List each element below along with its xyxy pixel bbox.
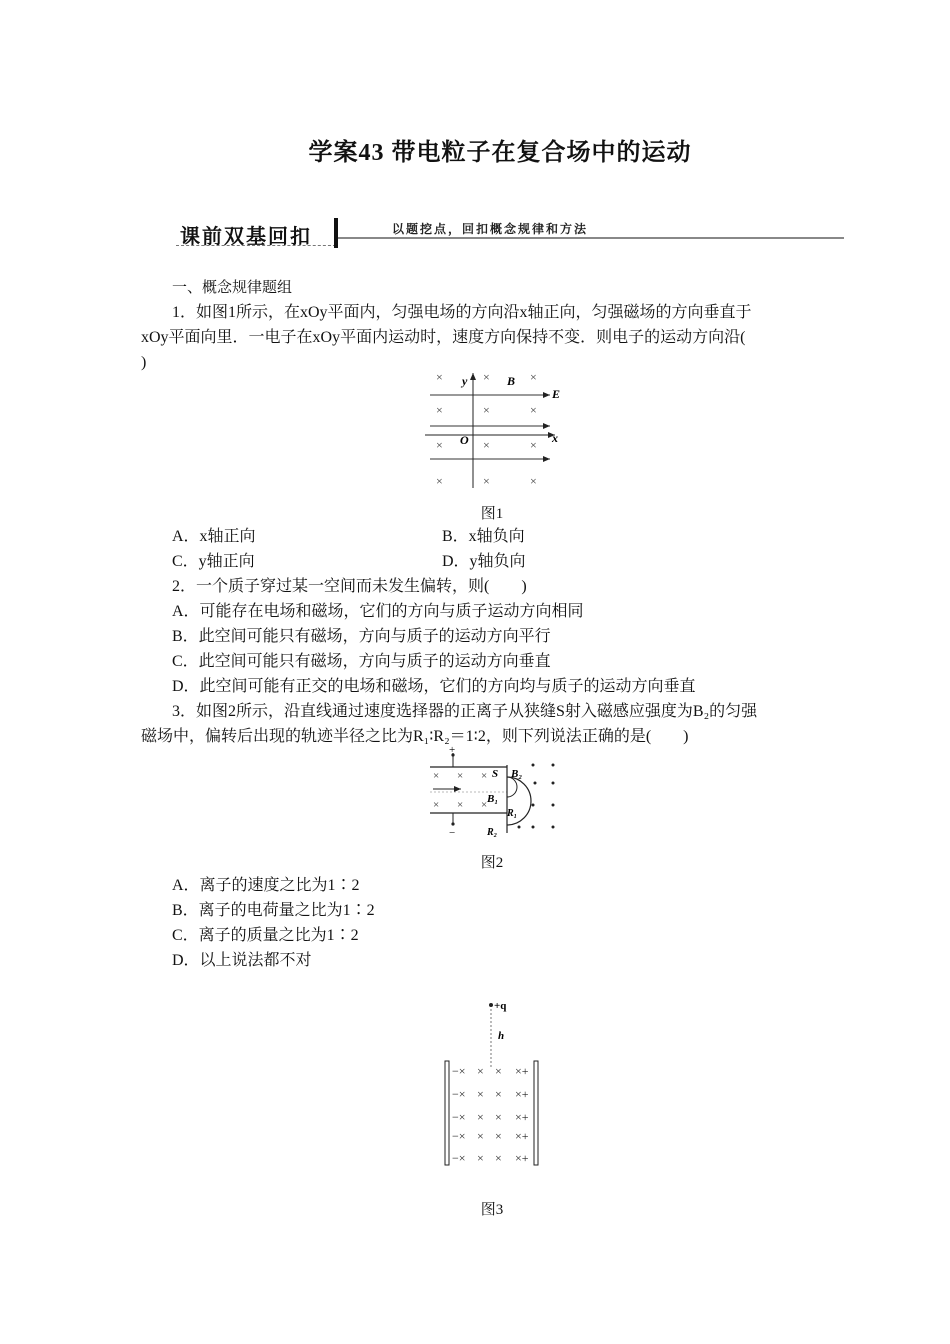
banner-rule	[338, 237, 844, 239]
fig2-plus-label: +	[449, 745, 456, 756]
svg-text:×: ×	[530, 370, 537, 384]
svg-text:×: ×	[457, 770, 464, 782]
banner-underline	[176, 245, 336, 247]
svg-text:×: ×	[477, 1087, 484, 1101]
figure-1	[420, 368, 570, 493]
section-banner	[172, 214, 844, 254]
svg-text:×: ×	[495, 1151, 502, 1165]
q1-option-d[interactable]: D．y轴负向	[442, 553, 526, 570]
figure-1-caption: 图1	[480, 506, 504, 522]
fig2-b2-label: B₂	[511, 768, 523, 780]
charge-dot	[489, 1003, 493, 1007]
svg-text:−×: −×	[452, 1087, 466, 1101]
svg-text:×: ×	[477, 1129, 484, 1143]
banner-divider	[334, 218, 338, 248]
figure-3-caption: 图3	[480, 1202, 504, 1218]
figure-3	[440, 995, 545, 1167]
svg-text:×: ×	[436, 370, 443, 384]
fig3-q-label: +q	[494, 1000, 507, 1012]
svg-text:×+: ×+	[515, 1110, 529, 1124]
q1-line1: 1．如图1所示，在xOy平面内，匀强电场的方向沿x轴正向，匀强磁场的方向垂直于	[172, 304, 752, 321]
banner-left-label: 课前双基回扣	[180, 224, 312, 248]
svg-text:×+: ×+	[515, 1087, 529, 1101]
section-heading: 一、概念规律题组	[172, 278, 293, 296]
svg-text:×: ×	[481, 770, 488, 782]
left-plate	[445, 1061, 449, 1165]
q1-line3: )	[141, 354, 147, 371]
right-plate	[534, 1061, 538, 1165]
svg-text:×+: ×+	[515, 1151, 529, 1165]
svg-text:×: ×	[436, 438, 443, 452]
q2-stem: 2．一个质子穿过某一空间而未发生偏转，则( )	[172, 578, 527, 595]
svg-text:×+: ×+	[515, 1129, 529, 1143]
svg-text:−×: −×	[452, 1129, 466, 1143]
q1-line2: xOy平面向里．一电子在xOy平面内运动时，速度方向保持不变．则电子的运动方向沿(	[141, 329, 746, 346]
svg-text:×: ×	[530, 403, 537, 417]
figure-2	[425, 745, 565, 837]
svg-text:×: ×	[495, 1129, 502, 1143]
q3-option-d[interactable]: D．以上说法都不对	[172, 952, 312, 969]
fig2-b1-label: B₁	[487, 793, 499, 805]
svg-text:×: ×	[477, 1110, 484, 1124]
svg-text:×: ×	[483, 403, 490, 417]
fig1-y-label: y	[462, 374, 468, 388]
fig1-o-label: O	[460, 433, 469, 447]
fig3-h-label: h	[498, 1030, 505, 1042]
fig2-r1-label: R₁	[507, 808, 518, 819]
svg-text:×: ×	[483, 474, 490, 488]
q3-option-b[interactable]: B．离子的电荷量之比为1∶2	[172, 902, 375, 919]
page-title: 学案43 带电粒子在复合场中的运动	[308, 140, 692, 166]
q1-option-c[interactable]: C．y轴正向	[172, 553, 255, 570]
svg-text:×: ×	[481, 799, 488, 811]
svg-text:×: ×	[530, 438, 537, 452]
svg-text:×: ×	[436, 474, 443, 488]
svg-text:×: ×	[433, 799, 440, 811]
svg-text:×: ×	[483, 438, 490, 452]
q2-option-a[interactable]: A．可能存在电场和磁场，它们的方向与质子运动方向相同	[172, 603, 584, 620]
svg-text:×: ×	[495, 1087, 502, 1101]
fig2-minus-label: −	[449, 827, 456, 837]
figure-2-caption: 图2	[480, 855, 504, 871]
svg-text:×: ×	[433, 770, 440, 782]
fig1-b-label: B	[507, 374, 516, 388]
q3-option-a[interactable]: A．离子的速度之比为1∶2	[172, 877, 360, 894]
svg-text:×: ×	[530, 474, 537, 488]
q3-line2: 磁场中，偏转后出现的轨迹半径之比为R₁∶R₂＝1∶2，则下列说法正确的是( )	[141, 728, 689, 745]
fig1-e-label: E	[552, 387, 561, 401]
q3-option-c[interactable]: C．离子的质量之比为1∶2	[172, 927, 359, 944]
svg-text:×: ×	[495, 1110, 502, 1124]
fig2-r2-label: R₂	[487, 827, 498, 837]
q3-line1: 3．如图2所示，沿直线通过速度选择器的正离子从狭缝S射入磁感应强度为B₂的匀强	[172, 703, 758, 720]
svg-text:×: ×	[495, 1064, 502, 1078]
svg-text:×: ×	[477, 1064, 484, 1078]
q2-option-b[interactable]: B．此空间可能只有磁场，方向与质子的运动方向平行	[172, 628, 551, 645]
svg-text:−×: −×	[452, 1064, 466, 1078]
svg-text:×: ×	[483, 370, 490, 384]
svg-text:−×: −×	[452, 1151, 466, 1165]
q1-option-b[interactable]: B．x轴负向	[442, 528, 525, 545]
svg-text:×: ×	[436, 403, 443, 417]
fig1-x-label: x	[552, 431, 558, 445]
q2-option-d[interactable]: D．此空间可能有正交的电场和磁场，它们的方向均与质子的运动方向垂直	[172, 678, 696, 695]
magnetic-field-crosses	[436, 370, 537, 488]
banner-right-label: 以题挖点，回扣概念规律和方法	[392, 222, 589, 236]
svg-text:×: ×	[477, 1151, 484, 1165]
svg-text:×+: ×+	[515, 1064, 529, 1078]
svg-text:×: ×	[457, 799, 464, 811]
fig2-s-label: S	[492, 768, 499, 780]
svg-text:−×: −×	[452, 1110, 466, 1124]
q1-option-a[interactable]: A．x轴正向	[172, 528, 256, 545]
q2-option-c[interactable]: C．此空间可能只有磁场，方向与质子的运动方向垂直	[172, 653, 551, 670]
